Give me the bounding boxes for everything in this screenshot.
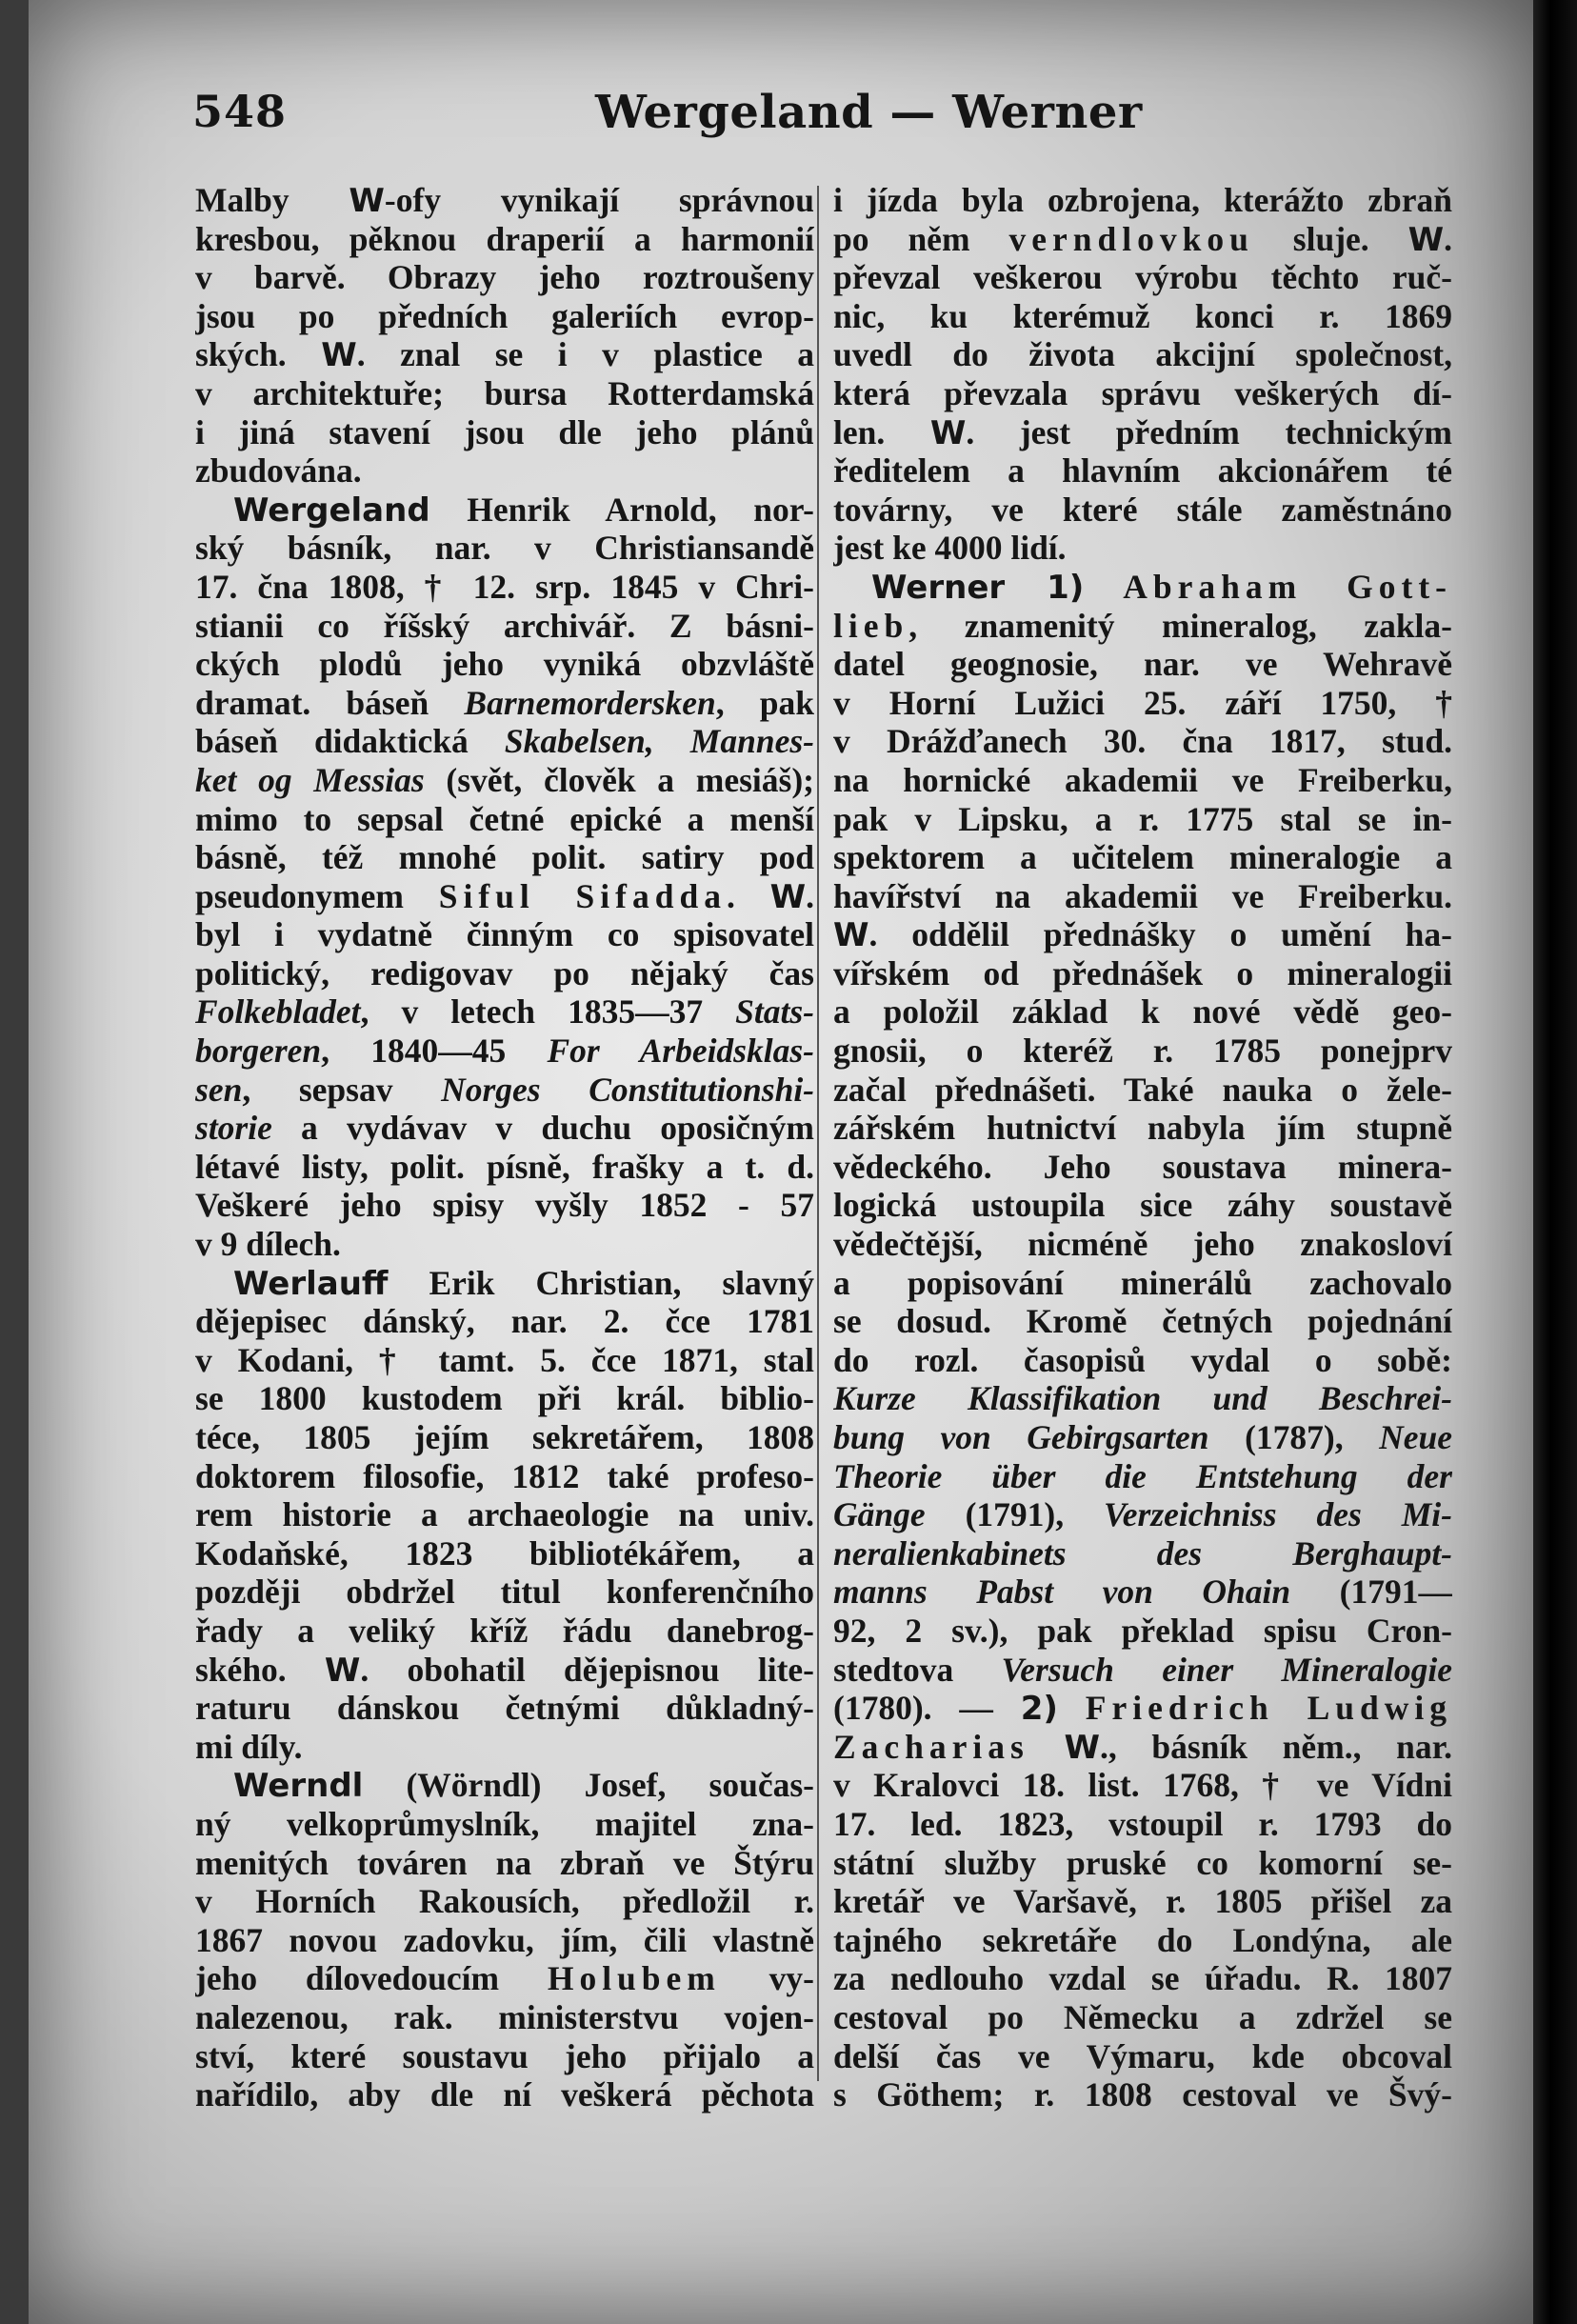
text-run: dějepisec dánský, nar. 2. čce 1781 [195, 1302, 814, 1341]
text-line [195, 877, 814, 916]
text-run: 17. led. 1823, vstoupil r. 1793 do [833, 1804, 1452, 1843]
text-run: stianii co říšský archivář. Z básni- [195, 606, 814, 645]
italic-title: Kurze Klassifikation und Beschrei- [833, 1379, 1452, 1418]
text-line [195, 1109, 814, 1148]
text-run: (Wörndl) Josef, součas- [363, 1766, 814, 1805]
text-run: jest ke 4000 lidí. [833, 529, 1067, 568]
page-header [162, 86, 1143, 152]
text-run: za nedlouho vzdal se úřadu. R. 1807 [833, 1959, 1452, 1998]
text-run: dramat. báseň [195, 683, 465, 722]
text-line [195, 1495, 814, 1534]
left-column [195, 181, 814, 2114]
text-line [195, 1651, 814, 1690]
text-run: jeho dílovedoucím [195, 1959, 548, 1998]
text-line [833, 451, 1452, 491]
text-run: básně, též mnohé polit. satiry pod [195, 838, 814, 877]
text-line [833, 335, 1452, 374]
text-line [195, 568, 814, 607]
text-line [195, 1341, 814, 1380]
text-line [833, 529, 1452, 568]
text-line [833, 1998, 1452, 2037]
text-run: v architektuře; bursa Rotterdamská [195, 373, 814, 412]
headword: 2) [1020, 1690, 1058, 1728]
italic-title: Barnemordersken [464, 683, 716, 722]
headword: W [321, 336, 357, 374]
text-line [195, 722, 814, 761]
page-number: 548 [192, 86, 288, 137]
text-run: politický, redigovav po nějaký čas [195, 953, 814, 992]
text-run: nalezenou, rak. ministerstvu vojen- [195, 1997, 814, 2036]
italic-title: Gänge [833, 1495, 926, 1534]
text-line [833, 722, 1452, 761]
text-line [195, 1457, 814, 1496]
text-line [833, 491, 1452, 530]
column-divider [817, 186, 819, 2081]
text-line [195, 645, 814, 684]
text-line [833, 1728, 1452, 1767]
text-run: i jízda byla ozbrojena, kterážto zbraň [833, 181, 1452, 219]
text-line [833, 1457, 1452, 1496]
text-run: (1791), [925, 1495, 1105, 1534]
text-line [195, 838, 814, 877]
text-line [195, 800, 814, 839]
text-line [833, 877, 1452, 916]
text-line [833, 1612, 1452, 1651]
italic-title: Skabelsen, Mannes- [504, 722, 814, 761]
text-line [833, 2037, 1452, 2076]
text-run: v 9 dílech. [195, 1225, 341, 1264]
text-run: pseudonymem [195, 876, 439, 915]
text-run: v Drážďanech 30. čna 1817, stud. [833, 722, 1452, 761]
text-run: (1780). — [833, 1689, 1021, 1728]
text-line [195, 761, 814, 800]
text-run: Kodaňské, 1823 bibliotékářem, a [195, 1533, 814, 1573]
text-run: . jest předním technickým [966, 412, 1452, 451]
text-run: převzal veškerou výrobu těchto ruč- [833, 258, 1452, 297]
text-line [833, 1534, 1452, 1573]
text-line [195, 2037, 814, 2076]
text-line [195, 1379, 814, 1418]
text-line [195, 1186, 814, 1225]
text-line [833, 1573, 1452, 1612]
text-line [195, 1264, 814, 1303]
text-line [833, 258, 1452, 297]
italic-title: borgeren [195, 1032, 322, 1071]
text-run: (1791— [1290, 1573, 1452, 1612]
text-line [195, 451, 814, 491]
spaced-name: verndlovkou [1008, 219, 1254, 258]
text-run: (1787), [1208, 1418, 1380, 1456]
text-run: sluje. [1253, 219, 1408, 258]
headword: W [929, 413, 967, 452]
text-line [833, 645, 1452, 684]
text-line [195, 413, 814, 452]
text-run: logická ustoupila sice záhy soustavě [833, 1186, 1452, 1225]
text-run: a popisování minerálů zachovalo [833, 1263, 1452, 1302]
text-line [195, 1766, 814, 1805]
text-run: , pak [715, 683, 814, 722]
text-run: zářském hutnictví nabyla jím stupně [833, 1109, 1452, 1148]
text-run: (svět, člověk a mesiáš); [424, 760, 814, 799]
spaced-name: lieb [833, 606, 909, 645]
text-line [195, 529, 814, 568]
text-run: . obohatil dějepisnou lite- [360, 1650, 814, 1689]
text-line [195, 374, 814, 413]
text-line [833, 181, 1452, 220]
headword: W [324, 1651, 361, 1690]
italic-title: Folkebladet [195, 992, 361, 1032]
text-line [833, 1186, 1452, 1225]
text-run: Malby [195, 181, 349, 219]
text-run: doktorem filosofie, 1812 také profeso- [195, 1456, 814, 1495]
text-run: báseň didaktická [195, 722, 505, 761]
text-run: v barvě. Obrazy jeho roztroušeny [195, 258, 814, 297]
text-run: začal přednášeti. Také nauka o žele- [833, 1070, 1452, 1109]
text-run: kretář ve Varšavě, r. 1805 přišel za [833, 1882, 1452, 1921]
italic-title: Verzeichniss des Mi- [1104, 1495, 1452, 1534]
text-line [833, 1766, 1452, 1805]
text-line [195, 220, 814, 259]
text-line [833, 1148, 1452, 1187]
text-line [833, 1379, 1452, 1418]
italic-title: storie [195, 1109, 272, 1148]
text-run: vědeckého. Jeho soustava minera- [833, 1147, 1452, 1186]
text-run: státní služby pruské co komorní se- [833, 1843, 1452, 1882]
text-run: po něm [833, 219, 1009, 258]
text-run: kresbou, pěknou draperií a harmonií [195, 219, 814, 258]
text-line [195, 1071, 814, 1110]
spaced-name: Friedrich Ludwig [1085, 1689, 1452, 1728]
text-line [195, 297, 814, 336]
text-line [833, 1921, 1452, 1960]
text-run: Henrik Arnold, nor- [429, 490, 814, 529]
text-run: vy- [720, 1959, 814, 1998]
text-line [833, 1302, 1452, 1341]
text-line [195, 607, 814, 646]
text-line [195, 684, 814, 723]
text-run: len. [833, 412, 930, 451]
text-run: raturu dánskou četnými důkladný- [195, 1689, 814, 1728]
text-run: továrny, ve které stále zaměstnáno [833, 490, 1452, 529]
text-run: vířském od přednášek o mineralogii [833, 953, 1452, 992]
text-run [1084, 568, 1123, 606]
text-run: jsou po předních galeriích evrop- [195, 296, 814, 335]
text-run: v Horních Rakousích, předložil r. [195, 1882, 814, 1921]
text-run: cestoval po Německu a zdržel se [833, 1997, 1452, 2036]
text-line [195, 1959, 814, 1998]
text-run: i jiná stavení jsou dle jeho plánů [195, 412, 814, 451]
text-run: menitých továren na zbraň ve Štýru [195, 1843, 814, 1882]
text-line [195, 954, 814, 993]
text-run [1029, 1728, 1065, 1766]
text-line [195, 1573, 814, 1612]
text-run: ských. [195, 335, 322, 374]
headword: Wergeland [233, 491, 430, 530]
text-run: , 1840—45 [321, 1032, 548, 1071]
text-run: v Kralovci 18. list. 1768, † ve Vídni [833, 1766, 1452, 1805]
text-line [833, 800, 1452, 839]
text-line [833, 1959, 1452, 1998]
spaced-name: Holubem [547, 1959, 721, 1998]
text-run: . znal se i v plastice a [356, 335, 814, 374]
text-line [833, 1805, 1452, 1844]
text-line [195, 335, 814, 374]
text-run: ., básník něm., nar. [1100, 1727, 1452, 1766]
text-run: mi díly. [195, 1727, 303, 1766]
text-run: delší čas ve Výmaru, kde obcoval [833, 2036, 1452, 2075]
text-run: vědečtější, nicméně jeho znakosloví [833, 1225, 1452, 1264]
text-line [833, 838, 1452, 877]
text-line [833, 1418, 1452, 1457]
text-run: gnosii, o kteréž r. 1785 ponejprv [833, 1032, 1452, 1071]
text-line [195, 1612, 814, 1651]
text-run: ný velkoprůmyslník, majitel zna- [195, 1804, 814, 1843]
text-line [833, 2075, 1452, 2114]
text-run: a položil základ k nové vědě geo- [833, 992, 1452, 1032]
italic-title: Theorie über die Entstehung der [833, 1456, 1452, 1495]
text-run: téce, 1805 jejím sekretářem, 1808 [195, 1418, 814, 1456]
text-line [833, 1109, 1452, 1148]
text-line [833, 1264, 1452, 1303]
headword: Werner 1) [871, 568, 1085, 607]
text-run: spektorem a učitelem mineralogie a [833, 838, 1452, 877]
text-line [195, 258, 814, 297]
text-run: . oddělil přednášky o umění ha- [868, 915, 1452, 954]
text-line [195, 1728, 814, 1767]
text-line [833, 954, 1452, 993]
text-line [833, 1495, 1452, 1534]
text-run: . [806, 876, 814, 915]
text-run: se 1800 kustodem při král. biblio- [195, 1379, 814, 1418]
italic-title: ket og Messias [195, 760, 425, 799]
text-run: zbudována. [195, 451, 362, 491]
text-line [833, 413, 1452, 452]
text-line [833, 607, 1452, 646]
text-line [833, 915, 1452, 954]
italic-title: sen [195, 1070, 243, 1109]
text-line [833, 1689, 1452, 1728]
text-run: datel geognosie, nar. ve Wehravě [833, 645, 1452, 684]
text-line [833, 220, 1452, 259]
italic-title: Stats- [735, 992, 814, 1032]
headword: Werlauff [233, 1264, 389, 1303]
text-run: rem historie a archaeologie na univ. [195, 1495, 814, 1534]
spaced-name: Abraham Gott- [1123, 567, 1452, 606]
text-run: Erik Christian, slavný [388, 1263, 814, 1302]
text-line [833, 1032, 1452, 1071]
book-edge-shadow [1533, 0, 1577, 2324]
text-run: 17. čna 1808, † 12. srp. 1845 v Chri- [195, 567, 814, 606]
text-run: nic, ku kterémuž konci r. 1869 [833, 296, 1452, 335]
text-run: mimo to sepsal četné epické a menší [195, 799, 814, 838]
text-run: havířství na akademii ve Freiberku. [833, 876, 1452, 915]
text-line [195, 1418, 814, 1457]
text-line [833, 374, 1452, 413]
text-run: ský básník, nar. v Christiansandě [195, 529, 814, 568]
text-run: . [1444, 219, 1452, 258]
text-line [833, 761, 1452, 800]
text-line [195, 1032, 814, 1071]
headword: W [833, 916, 869, 954]
text-run: uvedl do života akcijní společnost, [833, 335, 1452, 374]
text-line [195, 1882, 814, 1921]
text-run: byl i vydatně činným co spisovatel [195, 915, 814, 954]
spaced-name: Zacharias [833, 1727, 1029, 1766]
headword: Werndl [233, 1767, 364, 1805]
text-run: řady a veliký kříž řádu danebrog- [195, 1611, 814, 1650]
right-column [833, 181, 1452, 2114]
text-run: ství, které soustavu jeho přijalo a [195, 2036, 814, 2075]
text-line [833, 1341, 1452, 1380]
text-line [195, 181, 814, 220]
headword: W [769, 877, 807, 916]
text-run: s Göthem; r. 1808 cestoval ve Švý- [833, 2075, 1452, 2114]
text-line [833, 1651, 1452, 1690]
text-line [833, 684, 1452, 723]
text-line [195, 1225, 814, 1264]
text-run: 1867 novou zadovku, jím, čili vlastně [195, 1920, 814, 1959]
text-line [833, 1844, 1452, 1883]
text-run: Veškeré jeho spisy vyšly 1852 - 57 [195, 1186, 814, 1225]
text-run: v Kodani, † tamt. 5. čce 1871, stal [195, 1340, 814, 1379]
text-run: do rozl. časopisů vydal o sobě: [833, 1340, 1452, 1379]
text-run: ckých plodů jeho vyniká obzvláště [195, 645, 814, 684]
text-run: -ofy vynikají správnou [384, 181, 814, 219]
text-run: a vydávav v duchu oposičným [271, 1109, 814, 1148]
spaced-name: Siful Sifadda [438, 876, 727, 915]
text-line [195, 1302, 814, 1341]
text-run: . [726, 876, 770, 915]
text-run: později obdržel titul konferenčního [195, 1573, 814, 1612]
text-line [195, 491, 814, 530]
text-line [195, 1921, 814, 1960]
text-line [195, 992, 814, 1032]
italic-title: manns Pabst von Ohain [833, 1573, 1291, 1612]
text-run: pak v Lipsku, a r. 1775 stal se in- [833, 799, 1452, 838]
text-line [833, 1225, 1452, 1264]
text-run: ského. [195, 1650, 325, 1689]
text-run: nařídilo, aby dle ní veškerá pěchota [195, 2075, 814, 2114]
text-run: , sepsav [242, 1070, 442, 1109]
text-run: 92, 2 sv.), pak překlad spisu Cron- [833, 1611, 1452, 1650]
text-run: ředitelem a hlavním akcionářem té [833, 451, 1452, 491]
text-line [833, 568, 1452, 607]
running-head: Wergeland — Werner [595, 86, 1143, 139]
italic-title: neralienkabinets des Berghaupt- [833, 1533, 1452, 1573]
text-run: na hornické akademii ve Freiberku, [833, 760, 1452, 799]
text-run: , v letech 1835—37 [360, 992, 736, 1032]
text-line [195, 1805, 814, 1844]
text-run: stedtova [833, 1650, 1002, 1689]
text-line [195, 1998, 814, 2037]
text-run: se dosud. Kromě četných pojednání [833, 1302, 1452, 1341]
headword: W [1407, 220, 1445, 259]
text-run [1058, 1689, 1086, 1727]
italic-title: Norges Constitutionshi- [441, 1070, 814, 1109]
headword: W [1064, 1728, 1101, 1767]
text-line [195, 2075, 814, 2114]
italic-title: bung von Gebirgsarten [833, 1418, 1209, 1456]
text-line [833, 1071, 1452, 1110]
text-line [195, 1534, 814, 1573]
text-line [833, 992, 1452, 1032]
text-run: létavé listy, polit. písně, frašky a t. d. [195, 1147, 814, 1186]
italic-title: Neue [1379, 1418, 1452, 1456]
text-line [195, 1844, 814, 1883]
text-run: v Horní Lužici 25. září 1750, † [833, 683, 1452, 722]
text-line [195, 1689, 814, 1728]
italic-title: For Arbeidsklas- [547, 1032, 814, 1071]
text-run: která převzala správu veškerých dí- [833, 373, 1452, 412]
text-run: , znamenitý mineralog, zakla- [908, 606, 1452, 645]
text-line [833, 1882, 1452, 1921]
headword: W [349, 182, 385, 220]
text-line [195, 1148, 814, 1187]
text-line [195, 915, 814, 954]
text-run: tajného sekretáře do Londýna, ale [833, 1920, 1452, 1959]
text-line [833, 297, 1452, 336]
italic-title: Versuch einer Mineralogie [1001, 1650, 1452, 1689]
